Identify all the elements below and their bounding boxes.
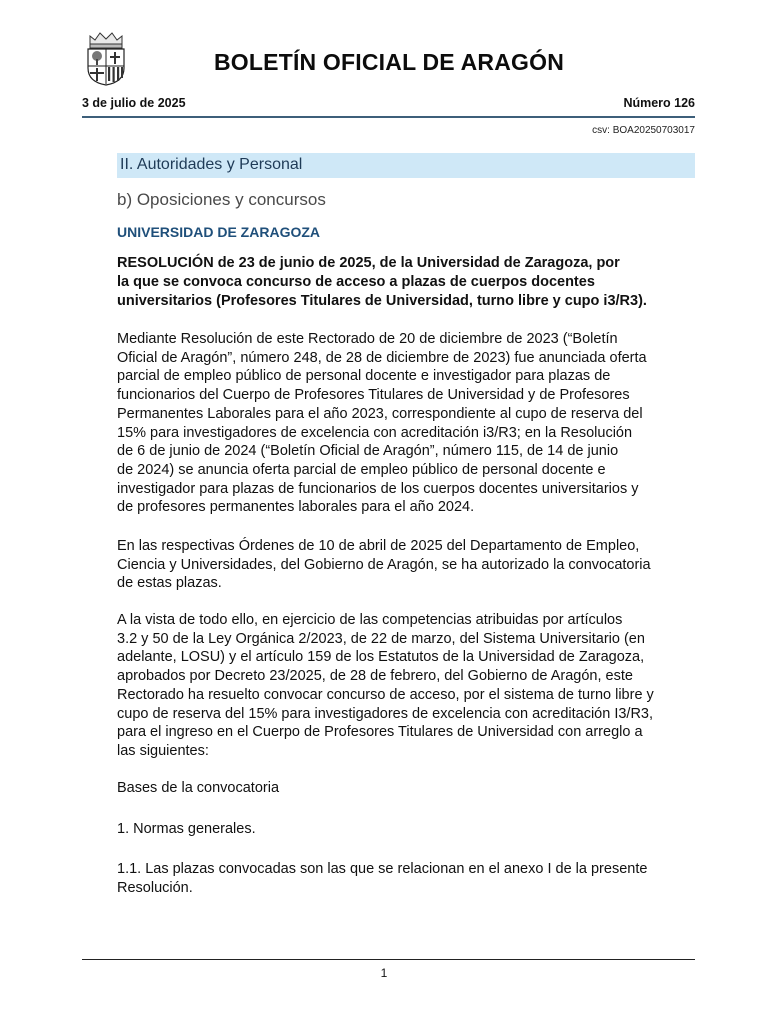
resolution-title bbox=[117, 254, 697, 311]
issue-date: 3 de julio de 2025 bbox=[82, 96, 186, 110]
text-line: adelante, LOSU) y el artículo 159 de los Estatutos de la Universidad de Zaragoza, bbox=[117, 649, 645, 666]
section-general-rules bbox=[117, 820, 707, 839]
text-line: 3.2 y 50 de la Ley Orgánica 2/2023, de 22 de marzo, del Sistema Universitario (en bbox=[117, 630, 645, 647]
section-heading: II. Autoridades y Personal bbox=[120, 156, 303, 173]
footer-divider bbox=[82, 959, 695, 960]
text-line: funcionarios del Cuerpo de Profesores Titulares de Universidad y de Profesores bbox=[117, 387, 630, 404]
text-line: de 2024) se anuncia oferta parcial de empleo público de personal docente e bbox=[117, 461, 606, 478]
text-line: Bases de la convocatoria bbox=[117, 780, 280, 796]
text-line: Ciencia y Universidades, del Gobierno de Aragón, se ha autorizado la convocatoria bbox=[117, 556, 651, 573]
resolution-title-line: universitarios (Profesores Titulares de Universidad, turno libre y cupo i3/R3). bbox=[117, 293, 647, 309]
text-line: 15% para investigadores de excelencia con acreditación i3/R3; en la Resolución bbox=[117, 424, 633, 441]
text-line: de profesores permanentes laborales para el año 2024. bbox=[117, 499, 475, 516]
coat-of-arms-icon bbox=[84, 30, 128, 86]
text-line: Permanentes Laborales para el año 2023, correspondiente al cupo de reserva del bbox=[117, 405, 643, 422]
resolution-title-line: RESOLUCIÓN de 23 de junio de 2025, de la Universidad de Zaragoza, por bbox=[117, 255, 620, 271]
page-number: 1 bbox=[380, 966, 388, 980]
text-line: En las respectivas Órdenes de 10 de abril de 2025 del Departamento de Empleo, bbox=[117, 538, 640, 554]
text-line: investigador para plazas de funcionarios de los cuerpos docentes universitarios y bbox=[117, 480, 639, 497]
text-line: 1.1. Las plazas convocadas son las que se relacionan en el anexo I de la presente bbox=[117, 861, 648, 877]
paragraph-1-1 bbox=[117, 860, 707, 897]
organization-name: UNIVERSIDAD DE ZARAGOZA bbox=[117, 224, 321, 240]
text-line: para el ingreso en el Cuerpo de Profesores Titulares de Universidad con arreglo a bbox=[117, 724, 643, 741]
text-line: cupo de reserva del 15% para investigadores de excelencia con acreditación I3/R3, bbox=[117, 705, 654, 722]
paragraph-preamble bbox=[117, 330, 707, 517]
text-line: Mediante Resolución de este Rectorado de 20 de diciembre de 2023 (“Boletín bbox=[117, 331, 618, 347]
text-line: de 6 de junio de 2024 (“Boletín Oficial de Aragón”, número 115, de 14 de junio bbox=[117, 443, 619, 460]
text-line: Resolución. bbox=[117, 879, 193, 896]
text-line: de estas plazas. bbox=[117, 575, 222, 592]
text-line: 1. Normas generales. bbox=[117, 821, 256, 837]
csv-code: csv: BOA20250703017 bbox=[592, 125, 695, 136]
text-line: las siguientes: bbox=[117, 742, 209, 759]
text-line: parcial de empleo público de personal docente e investigador para plazas de bbox=[117, 368, 611, 385]
issue-header-bar bbox=[82, 96, 695, 118]
text-line: Rectorado ha resuelto convocar concurso de acceso, por el sistema de turno libre y bbox=[117, 686, 654, 703]
paragraph-resolution bbox=[117, 611, 707, 761]
subsection-heading: b) Oposiciones y concursos bbox=[117, 190, 326, 209]
text-line: aprobados por Decreto 23/2025, de 28 de febrero, del Gobierno de Aragón, este bbox=[117, 668, 633, 685]
issue-number: Número 126 bbox=[623, 96, 695, 110]
text-line: Oficial de Aragón”, número 248, de 28 de diciembre de 2023) fue anunciada oferta bbox=[117, 349, 647, 366]
section-heading-band bbox=[117, 153, 695, 178]
paragraph-authorization bbox=[117, 537, 707, 593]
text-line: A la vista de todo ello, en ejercicio de las competencias atribuidas por artículos bbox=[117, 612, 623, 628]
bases-heading bbox=[117, 779, 707, 798]
resolution-title-line: la que se convoca concurso de acceso a plazas de cuerpos docentes bbox=[117, 274, 595, 290]
bulletin-title: BOLETÍN OFICIAL DE ARAGÓN bbox=[214, 49, 564, 75]
